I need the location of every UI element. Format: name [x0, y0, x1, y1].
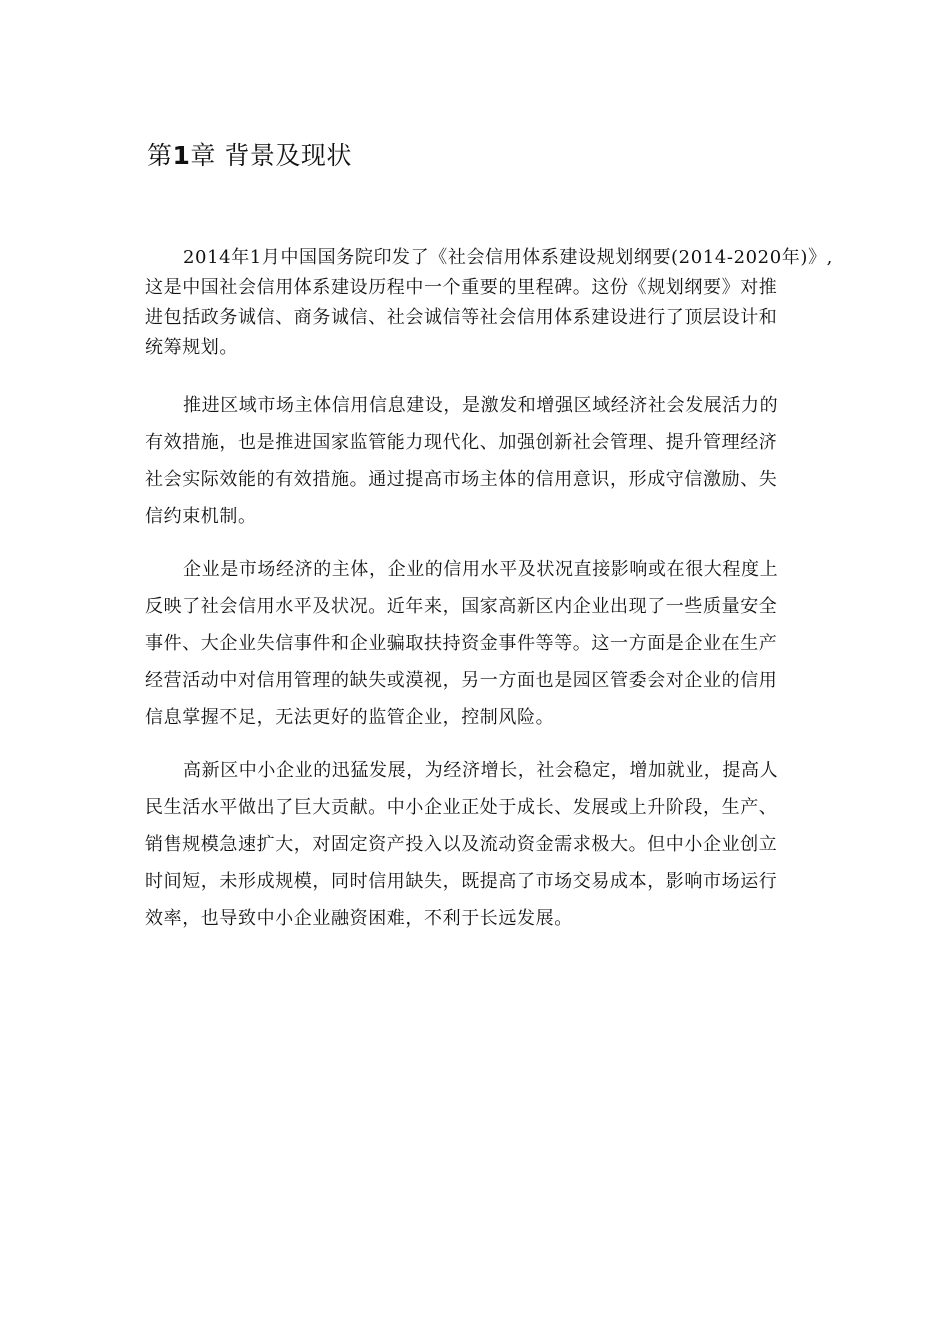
paragraph-line: 信约束机制。: [145, 506, 257, 527]
chapter-number: 1: [172, 141, 191, 170]
paragraph-2: [145, 387, 805, 535]
chapter-title-text: 背景及现状: [224, 141, 352, 170]
paragraph-line: 信息掌握不足，无法更好的监管企业，控制风险。: [145, 707, 555, 728]
paragraph-line: 社会实际效能的有效措施。通过提高市场主体的信用意识，形成守信激励、失: [145, 469, 778, 490]
paragraph-line: 销售规模急速扩大，对固定资产投入以及流动资金需求极大。但中小企业创立: [145, 834, 778, 855]
paragraph-1: [145, 243, 833, 363]
paragraph-4: [145, 752, 805, 937]
paragraph-line: 事件、大企业失信事件和企业骗取扶持资金事件等等。这一方面是企业在生产: [145, 633, 778, 654]
paragraph-line: 进包括政务诚信、商务诚信、社会诚信等社会信用体系建设进行了顶层设计和: [145, 307, 778, 328]
chapter-suffix: 章: [190, 141, 216, 170]
chapter-prefix: 第: [147, 141, 173, 170]
paragraph-line: 效率，也导致中小企业融资困难，不利于长远发展。: [145, 908, 573, 929]
paragraph-line: 统筹规划。: [145, 337, 238, 358]
paragraph-line: 这是中国社会信用体系建设历程中一个重要的里程碑。这份《规划纲要》对推: [145, 277, 778, 298]
paragraph-line: 推进区域市场主体信用信息建设，是激发和增强区域经济社会发展活力的: [183, 395, 779, 416]
paragraph-line: 经营活动中对信用管理的缺失或漠视，另一方面也是园区管委会对企业的信用: [145, 670, 778, 691]
paragraph-line: 时间短，未形成规模，同时信用缺失，既提高了市场交易成本，影响市场运行: [145, 871, 778, 892]
paragraph-line: 有效措施，也是推进国家监管能力现代化、加强创新社会管理、提升管理经济: [145, 432, 778, 453]
paragraph-line: 高新区中小企业的迅猛发展，为经济增长，社会稳定，增加就业，提高人: [183, 760, 779, 781]
chapter-heading: [147, 140, 352, 172]
paragraph-line: 2014年1月中国国务院印发了《社会信用体系建设规划纲要(2014-2020年)》,: [183, 247, 833, 268]
body-text: [145, 243, 833, 953]
paragraph-line: 民生活水平做出了巨大贡献。中小企业正处于成长、发展或上升阶段，生产、: [145, 797, 778, 818]
paragraph-line: 企业是市场经济的主体，企业的信用水平及状况直接影响或在很大程度上: [183, 559, 779, 580]
paragraph-3: [145, 551, 805, 736]
paragraph-line: 反映了社会信用水平及状况。近年来，国家高新区内企业出现了一些质量安全: [145, 596, 778, 617]
